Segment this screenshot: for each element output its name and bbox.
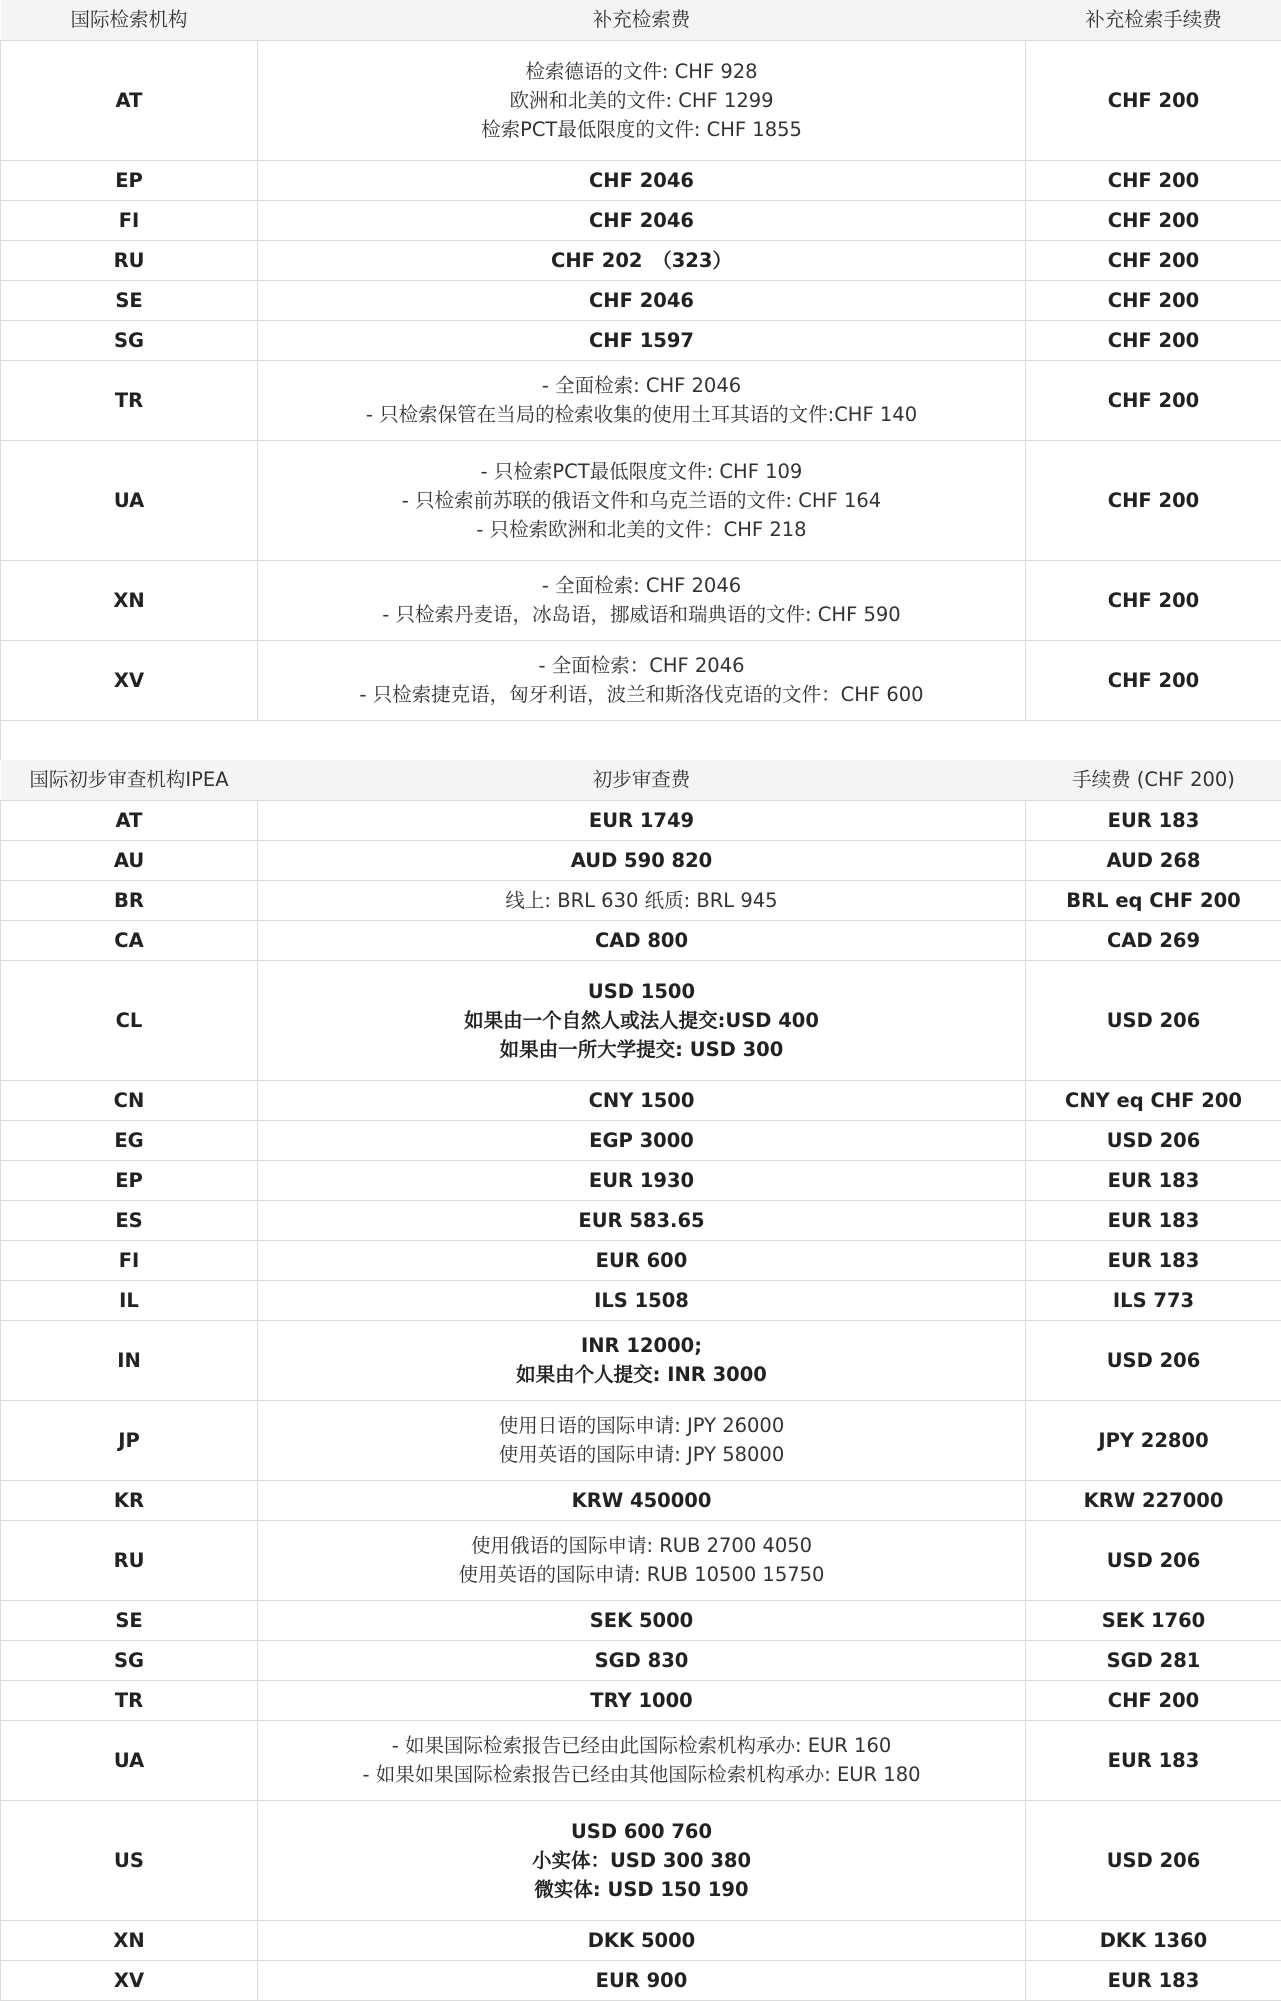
authority-code: XN: [1, 560, 258, 640]
authority-code: RU: [1, 240, 258, 280]
exam-header-authority: 国际初步审查机构IPEA: [1, 760, 258, 800]
fee-cell: [258, 1600, 1026, 1640]
fee-line: - 全面检索: CHF 2046: [541, 374, 742, 397]
table-row: [1, 1120, 1281, 1160]
table-row: [1, 560, 1281, 640]
fee-line: 使用日语的国际申请: JPY 26000: [498, 1414, 785, 1437]
authority-code: SG: [1, 1640, 258, 1680]
fee-line: - 只检索保管在当局的检索收集的使用土耳其语的文件:CHF 140: [365, 403, 918, 426]
authority-code: SE: [1, 280, 258, 320]
fee-cell: [258, 800, 1026, 840]
handling-fee: CHF 200: [1026, 240, 1281, 280]
fee-cell: [258, 1320, 1026, 1400]
handling-fee: JPY 22800: [1026, 1400, 1281, 1480]
fee-cell: [258, 320, 1026, 360]
table-row: [1, 160, 1281, 200]
fee-line: - 只检索欧洲和北美的文件：CHF 218: [476, 517, 807, 541]
handling-fee: EUR 183: [1026, 1160, 1281, 1200]
fee-line: - 全面检索: CHF 2046: [541, 574, 742, 597]
handling-fee: SGD 281: [1026, 1640, 1281, 1680]
table-row: [1, 640, 1281, 720]
handling-fee: KRW 227000: [1026, 1480, 1281, 1520]
fee-cell: [258, 1240, 1026, 1280]
handling-fee: CNY eq CHF 200: [1026, 1080, 1281, 1120]
fee-line: CAD 800: [594, 928, 689, 952]
exam-header-handling: 手续费 (CHF 200): [1026, 760, 1281, 800]
fee-cell: [258, 1120, 1026, 1160]
table-row: [1, 920, 1281, 960]
fee-line: 使用俄语的国际申请: RUB 2700 4050: [470, 1534, 813, 1557]
fee-line: EUR 1749: [588, 808, 695, 832]
fee-line: 如果由个人提交: INR 3000: [516, 1363, 767, 1386]
authority-code: EP: [1, 1160, 258, 1200]
fee-cell: [258, 1080, 1026, 1120]
table-row: [1, 1320, 1281, 1400]
fee-line: INR 12000;: [580, 1334, 703, 1357]
handling-fee: CHF 200: [1026, 1680, 1281, 1720]
fee-line: EUR 900: [595, 1968, 688, 1992]
table-row: [1, 1720, 1281, 1800]
handling-fee: EUR 183: [1026, 1240, 1281, 1280]
fee-line: CHF 1597: [588, 328, 694, 352]
table-row: [1, 1400, 1281, 1480]
fee-line: 小实体：USD 300 380: [531, 1848, 752, 1872]
fee-line: USD 600 760: [570, 1819, 713, 1843]
fee-cell: [258, 1680, 1026, 1720]
fee-cell: [258, 960, 1026, 1080]
table-row: [1, 1480, 1281, 1520]
authority-code: AT: [1, 40, 258, 160]
table-row: [1, 1680, 1281, 1720]
fee-line: 检索德语的文件: CHF 928: [525, 59, 758, 83]
fee-line: 线上: BRL 630 纸质: BRL 945: [505, 888, 778, 912]
fee-cell: [258, 280, 1026, 320]
handling-fee: USD 206: [1026, 1120, 1281, 1160]
search-header-authority: 国际检索机构: [1, 0, 258, 40]
table-row: [1, 360, 1281, 440]
spacer-cell: [1, 720, 1281, 760]
authority-code: UA: [1, 1720, 258, 1800]
fee-line: SEK 5000: [589, 1608, 694, 1632]
exam-header-fee: 初步审查费: [258, 760, 1026, 800]
table-row: [1, 1280, 1281, 1320]
authority-code: XV: [1, 1960, 258, 2000]
table-row: [1, 1160, 1281, 1200]
authority-code: TR: [1, 360, 258, 440]
fee-cell: [258, 840, 1026, 880]
fee-cell: [258, 880, 1026, 920]
fee-line: SGD 830: [594, 1648, 689, 1672]
authority-code: US: [1, 1800, 258, 1920]
fee-line: 使用英语的国际申请: RUB 10500 15750: [458, 1563, 825, 1586]
table-row: [1, 1080, 1281, 1120]
handling-fee: CHF 200: [1026, 320, 1281, 360]
authority-code: SG: [1, 320, 258, 360]
handling-fee: CHF 200: [1026, 360, 1281, 440]
fee-table-body: [1, 0, 1281, 2000]
handling-fee: EUR 183: [1026, 800, 1281, 840]
fee-line: TRY 1000: [590, 1688, 693, 1712]
authority-code: IN: [1, 1320, 258, 1400]
handling-fee: SEK 1760: [1026, 1600, 1281, 1640]
handling-fee: CHF 200: [1026, 560, 1281, 640]
handling-fee: BRL eq CHF 200: [1026, 880, 1281, 920]
authority-code: TR: [1, 1680, 258, 1720]
fee-line: CHF 2046: [588, 168, 694, 192]
fee-line: AUD 590 820: [570, 848, 713, 872]
table-row: [1, 1640, 1281, 1680]
fee-cell: [258, 560, 1026, 640]
fee-line: - 只检索PCT最低限度文件: CHF 109: [480, 459, 803, 483]
table-row: [1, 240, 1281, 280]
authority-code: JP: [1, 1400, 258, 1480]
table-row: [1, 880, 1281, 920]
fee-line: - 全面检索：CHF 2046: [538, 654, 745, 677]
handling-fee: EUR 183: [1026, 1720, 1281, 1800]
fee-cell: [258, 1200, 1026, 1240]
authority-code: SE: [1, 1600, 258, 1640]
fee-cell: [258, 1920, 1026, 1960]
fee-line: 使用英语的国际申请: JPY 58000: [498, 1443, 785, 1466]
fee-line: - 只检索捷克语，匈牙利语，波兰和斯洛伐克语的文件：CHF 600: [359, 683, 924, 706]
fee-line: EUR 583.65: [578, 1208, 705, 1232]
handling-fee: USD 206: [1026, 1800, 1281, 1920]
table-row: [1, 40, 1281, 160]
handling-fee: CHF 200: [1026, 440, 1281, 560]
table-row: [1, 1240, 1281, 1280]
table-row: [1, 280, 1281, 320]
search-header-handling: 补充检索手续费: [1026, 0, 1281, 40]
fee-line: - 只检索前苏联的俄语文件和乌克兰语的文件: CHF 164: [401, 488, 882, 512]
handling-fee: CAD 269: [1026, 920, 1281, 960]
section-spacer: [1, 720, 1281, 760]
authority-code: CN: [1, 1080, 258, 1120]
handling-fee: EUR 183: [1026, 1200, 1281, 1240]
fee-line: EUR 1930: [588, 1168, 695, 1192]
table-row: [1, 840, 1281, 880]
fee-line: 检索PCT最低限度的文件: CHF 1855: [481, 117, 802, 141]
authority-code: RU: [1, 1520, 258, 1600]
authority-code: FI: [1, 1240, 258, 1280]
authority-code: UA: [1, 440, 258, 560]
fee-cell: [258, 40, 1026, 160]
fee-cell: [258, 1720, 1026, 1800]
authority-code: AT: [1, 800, 258, 840]
fee-line: CHF 2046: [588, 208, 694, 232]
fee-line: 欧洲和北美的文件: CHF 1299: [509, 88, 774, 112]
authority-code: EG: [1, 1120, 258, 1160]
fee-cell: [258, 360, 1026, 440]
fee-line: - 如果如果国际检索报告已经由其他国际检索机构承办: EUR 180: [362, 1763, 921, 1786]
fee-line: 如果由一所大学提交: USD 300: [499, 1037, 784, 1061]
search-header-fee: 补充检索费: [258, 0, 1026, 40]
fee-line: CNY 1500: [588, 1088, 695, 1112]
handling-fee: AUD 268: [1026, 840, 1281, 880]
fee-cell: [258, 160, 1026, 200]
authority-code: XN: [1, 1920, 258, 1960]
fee-line: - 如果国际检索报告已经由此国际检索机构承办: EUR 160: [391, 1734, 892, 1757]
fee-cell: [258, 1960, 1026, 2000]
authority-code: CA: [1, 920, 258, 960]
table-row: [1, 200, 1281, 240]
fee-line: DKK 5000: [587, 1928, 696, 1952]
fee-cell: [258, 640, 1026, 720]
fee-cell: [258, 1280, 1026, 1320]
authority-code: XV: [1, 640, 258, 720]
handling-fee: CHF 200: [1026, 40, 1281, 160]
fee-cell: [258, 200, 1026, 240]
fee-cell: [258, 240, 1026, 280]
fee-cell: [258, 1160, 1026, 1200]
fee-cell: [258, 1400, 1026, 1480]
authority-code: BR: [1, 880, 258, 920]
handling-fee: EUR 183: [1026, 1960, 1281, 2000]
authority-code: IL: [1, 1280, 258, 1320]
fee-line: EGP 3000: [589, 1128, 694, 1152]
fee-cell: [258, 1520, 1026, 1600]
table-row: [1, 440, 1281, 560]
fee-line: - 只检索丹麦语，冰岛语，挪威语和瑞典语的文件: CHF 590: [382, 603, 901, 626]
handling-fee: DKK 1360: [1026, 1920, 1281, 1960]
authority-code: FI: [1, 200, 258, 240]
fee-cell: [258, 440, 1026, 560]
table-row: [1, 1520, 1281, 1600]
authority-code: KR: [1, 1480, 258, 1520]
table-row: [1, 1200, 1281, 1240]
exam-table-header: [1, 760, 1281, 800]
fee-line: 如果由一个自然人或法人提交:USD 400: [464, 1008, 819, 1032]
table-row: [1, 1920, 1281, 1960]
fee-line: USD 1500: [587, 979, 696, 1003]
table-row: [1, 960, 1281, 1080]
fee-cell: [258, 1800, 1026, 1920]
handling-fee: ILS 773: [1026, 1280, 1281, 1320]
table-row: [1, 1960, 1281, 2000]
handling-fee: USD 206: [1026, 960, 1281, 1080]
authority-code: AU: [1, 840, 258, 880]
fee-line: KRW 450000: [571, 1488, 712, 1512]
table-row: [1, 1600, 1281, 1640]
fee-cell: [258, 1640, 1026, 1680]
handling-fee: USD 206: [1026, 1520, 1281, 1600]
handling-fee: USD 206: [1026, 1320, 1281, 1400]
fee-cell: [258, 1480, 1026, 1520]
table-row: [1, 320, 1281, 360]
handling-fee: CHF 200: [1026, 280, 1281, 320]
authority-code: EP: [1, 160, 258, 200]
fee-line: CHF 202 （323）: [551, 248, 732, 272]
handling-fee: CHF 200: [1026, 640, 1281, 720]
fee-line: EUR 600: [595, 1248, 688, 1272]
table-row: [1, 1800, 1281, 1920]
authority-code: CL: [1, 960, 258, 1080]
fee-line: 微实体: USD 150 190: [534, 1877, 749, 1901]
fee-line: ILS 1508: [594, 1288, 689, 1312]
fee-cell: [258, 920, 1026, 960]
fee-line: CHF 2046: [588, 288, 694, 312]
search-table-header: [1, 0, 1281, 40]
table-row: [1, 800, 1281, 840]
handling-fee: CHF 200: [1026, 160, 1281, 200]
handling-fee: CHF 200: [1026, 200, 1281, 240]
authority-code: ES: [1, 1200, 258, 1240]
